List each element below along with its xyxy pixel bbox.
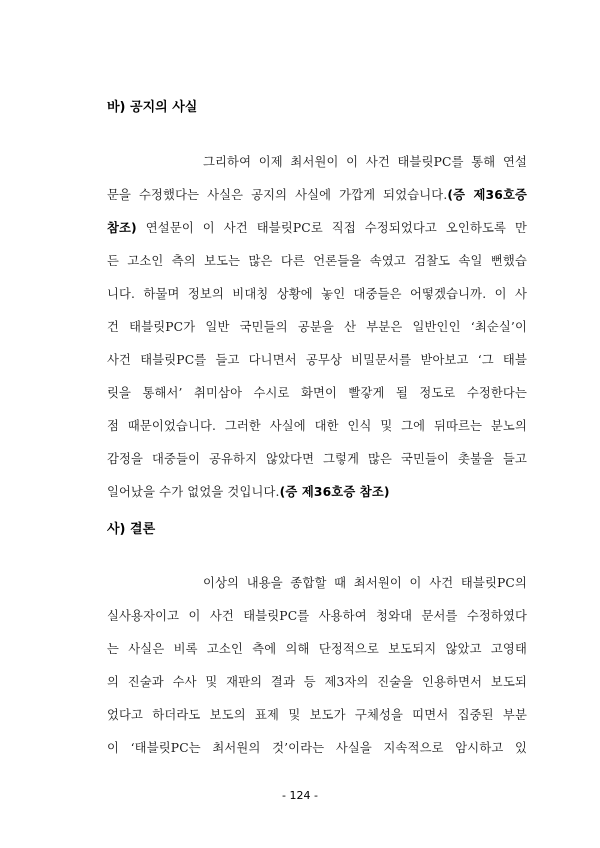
section-heading-public-fact: 바) 공지의 사실 — [107, 100, 198, 115]
citation-bold: (증 제36호증 참조) — [279, 485, 390, 499]
page-number: - 124 - — [282, 789, 318, 802]
text-line: 는 사실은 비록 고소인 측에 의해 단정적으로 보도되지 않았고 고영태 — [107, 642, 527, 656]
text-line: 이 ‘태블릿PC는 최서원의 것’이라는 사실을 지속적으로 암시하고 있 — [107, 741, 527, 755]
citation-bold: 참조) — [107, 221, 137, 235]
text-line: 사건 태블릿PC를 들고 다니면서 공무상 비밀문서를 받아보고 ‘그 태블 — [107, 353, 527, 367]
text-line: 릿을 통해서’ 취미삼아 수시로 화면이 빨갛게 될 정도로 수정한다는 — [107, 386, 527, 400]
section-heading-conclusion: 사) 결론 — [107, 522, 156, 537]
text-line — [107, 476, 527, 509]
text-line: 그리하여 이제 최서원이 이 사건 태블릿PC를 통해 연설 — [203, 155, 527, 169]
text-line — [107, 212, 527, 245]
text-line — [107, 179, 527, 212]
text-line: 건 태블릿PC가 일반 국민들의 공분을 산 부분은 일반인인 ‘최순실’이 — [107, 320, 527, 334]
text-line: 었다고 하더라도 보도의 표제 및 보도가 구체성을 띠면서 집중된 부분 — [107, 708, 527, 722]
text-line: 든 고소인 측의 보도는 많은 다른 언론들을 속였고 검찰도 속일 뻔했습 — [107, 254, 527, 268]
text-span: 문을 수정했다는 사실은 공지의 사실에 가깝게 되었습니다. — [107, 188, 448, 202]
text-span: 일어났을 수가 없었을 것입니다. — [107, 485, 280, 499]
text-line: 의 진술과 수사 및 재판의 결과 등 제3자의 진술을 인용하면서 보도되 — [107, 675, 527, 689]
text-line: 이상의 내용을 종합할 때 최서원이 이 사건 태블릿PC의 — [203, 576, 527, 590]
paragraph-public-fact — [107, 146, 527, 509]
paragraph-conclusion — [107, 567, 527, 765]
text-line: 감정을 대중들이 공유하지 않았다면 그렇게 많은 국민들이 촛불을 들고 — [107, 452, 527, 466]
text-line: 니다. 하물며 정보의 비대칭 상황에 놓인 대중들은 어떻겠습니까. 이 사 — [107, 287, 527, 301]
citation-bold: (증 제36호증 — [447, 188, 527, 202]
text-line: 점 때문이었습니다. 그러한 사실에 대한 인식 및 그에 뒤따르는 분노의 — [107, 419, 527, 433]
text-line: 실사용자이고 이 사건 태블릿PC를 사용하여 청와대 문서를 수정하였다 — [107, 609, 527, 623]
text-span: 연설문이 이 사건 태블릿PC로 직접 수정되었다고 오인하도록 만 — [136, 221, 527, 235]
